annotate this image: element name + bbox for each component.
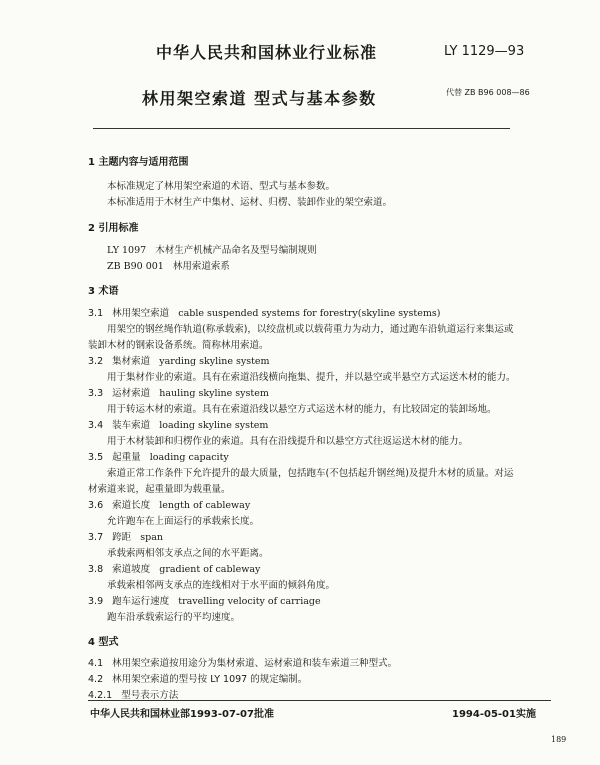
section-4-heading: 4 型式 — [88, 637, 119, 648]
term-number: 3.6 — [88, 500, 104, 511]
term-name: 林用架空索道 — [112, 308, 170, 319]
term-number: 3.7 — [88, 532, 104, 543]
clause-number: 4.2 — [88, 674, 104, 685]
term-english: span — [140, 532, 163, 543]
term-entry — [88, 305, 440, 319]
reference-code: LY 1097 — [107, 245, 147, 256]
term-number: 3.4 — [88, 420, 104, 431]
term-english: length of cableway — [159, 500, 251, 511]
term-name: 起重量 — [112, 452, 141, 463]
term-number: 3.3 — [88, 388, 104, 399]
clause-item — [88, 655, 397, 669]
term-english: hauling skyline system — [159, 388, 269, 399]
reference-code: ZB B90 001 — [107, 261, 164, 272]
page-number: 189 — [551, 735, 567, 744]
term-english: cable suspended systems for forestry(skyline systems) — [178, 308, 441, 319]
term-entry — [88, 449, 229, 463]
term-name: 索道长度 — [112, 500, 151, 511]
term-definition: 允许跑车在上面运行的承载索长度。 — [107, 516, 260, 527]
reference-item — [107, 242, 317, 256]
term-number: 3.2 — [88, 356, 104, 367]
reference-title: 木材生产机械产品命名及型号编制规则 — [155, 245, 317, 256]
section-1-line-1: 本标准规定了林用架空索道的术语、型式与基本参数。 — [107, 181, 336, 192]
standard-number: LY 1129—93 — [444, 44, 525, 59]
clause-item — [88, 671, 307, 685]
term-number: 3.5 — [88, 452, 104, 463]
term-entry — [88, 529, 163, 543]
term-definition: 索道正常工作条件下允许提升的最大质量，包括跑车(不包括起升钢丝绳)及提升木材的质量。对运 — [107, 468, 514, 479]
reference-item — [107, 258, 230, 272]
term-english: loading skyline system — [159, 420, 269, 431]
term-definition: 承载索相邻两支承点的连线相对于水平面的倾斜角度。 — [107, 580, 336, 591]
section-1-line-2: 本标准适用于木材生产中集材、运材、归楞、装卸作业的架空索道。 — [107, 197, 393, 208]
term-number: 3.1 — [88, 308, 104, 319]
clause-text: 型号表示方法 — [121, 690, 179, 701]
term-definition: 装卸木材的钢索设备系统。简称林用索道。 — [88, 340, 269, 351]
term-entry — [88, 385, 269, 399]
organization-title: 中华人民共和国林业行业标准 — [156, 43, 378, 62]
term-name: 跨距 — [112, 532, 132, 543]
term-entry — [88, 593, 321, 607]
clause-text: 林用架空索道的型号按 LY 1097 的规定编制。 — [112, 674, 308, 685]
term-english: loading capacity — [149, 452, 229, 463]
term-definition: 用于转运木材的索道。具有在索道沿线以悬空方式运送木材的能力，有比较固定的装卸场地。 — [107, 404, 497, 415]
term-definition: 用架空的钢丝绳作轨道(称承载索)，以绞盘机或以载荷重力为动力，通过跑车沿轨道运行来集运或 — [107, 324, 514, 335]
replaces-standard: 代替 ZB B96 008—86 — [446, 88, 530, 97]
term-name: 集材索道 — [112, 356, 151, 367]
clause-item — [88, 687, 178, 701]
term-number: 3.9 — [88, 596, 104, 607]
approval-date: 中华人民共和国林业部1993-07-07批准 — [90, 709, 274, 720]
term-name: 装车索道 — [112, 420, 151, 431]
section-3-heading: 3 术语 — [88, 286, 119, 297]
term-entry — [88, 417, 268, 431]
term-english: yarding skyline system — [159, 356, 270, 367]
term-english: gradient of cableway — [159, 564, 261, 575]
clause-number: 4.1 — [88, 658, 104, 669]
term-name: 索道坡度 — [112, 564, 151, 575]
term-entry — [88, 497, 250, 511]
clause-number: 4.2.1 — [88, 690, 113, 701]
term-number: 3.8 — [88, 564, 104, 575]
term-definition: 承载索两相邻支承点之间的水平距离。 — [107, 548, 269, 559]
document-title: 林用架空索道 型式与基本参数 — [142, 89, 377, 108]
implementation-date: 1994-05-01实施 — [452, 709, 536, 720]
term-name: 运材索道 — [112, 388, 151, 399]
header-rule — [93, 128, 510, 129]
term-entry — [88, 353, 270, 367]
term-definition: 用于木材装卸和归楞作业的索道。具有在沿线提升和以悬空方式往返运送木材的能力。 — [107, 436, 469, 447]
clause-text: 林用架空索道按用途分为集材索道、运材索道和装车索道三种型式。 — [112, 658, 398, 669]
term-definition: 用于集材作业的索道。具有在索道沿线横向拖集、提升，并以悬空或半悬空方式运送木材的能力。 — [107, 372, 516, 383]
term-english: travelling velocity of carriage — [178, 596, 321, 607]
section-2-heading: 2 引用标准 — [88, 223, 139, 234]
reference-title: 林用索道索系 — [172, 261, 230, 272]
footer-rule — [88, 700, 551, 701]
term-definition: 跑车沿承载索运行的平均速度。 — [107, 612, 241, 623]
term-entry — [88, 561, 260, 575]
term-name: 跑车运行速度 — [112, 596, 170, 607]
term-definition: 材索道来说，起重量即为载重量。 — [88, 484, 231, 495]
section-1-heading: 1 主题内容与适用范围 — [88, 157, 189, 168]
